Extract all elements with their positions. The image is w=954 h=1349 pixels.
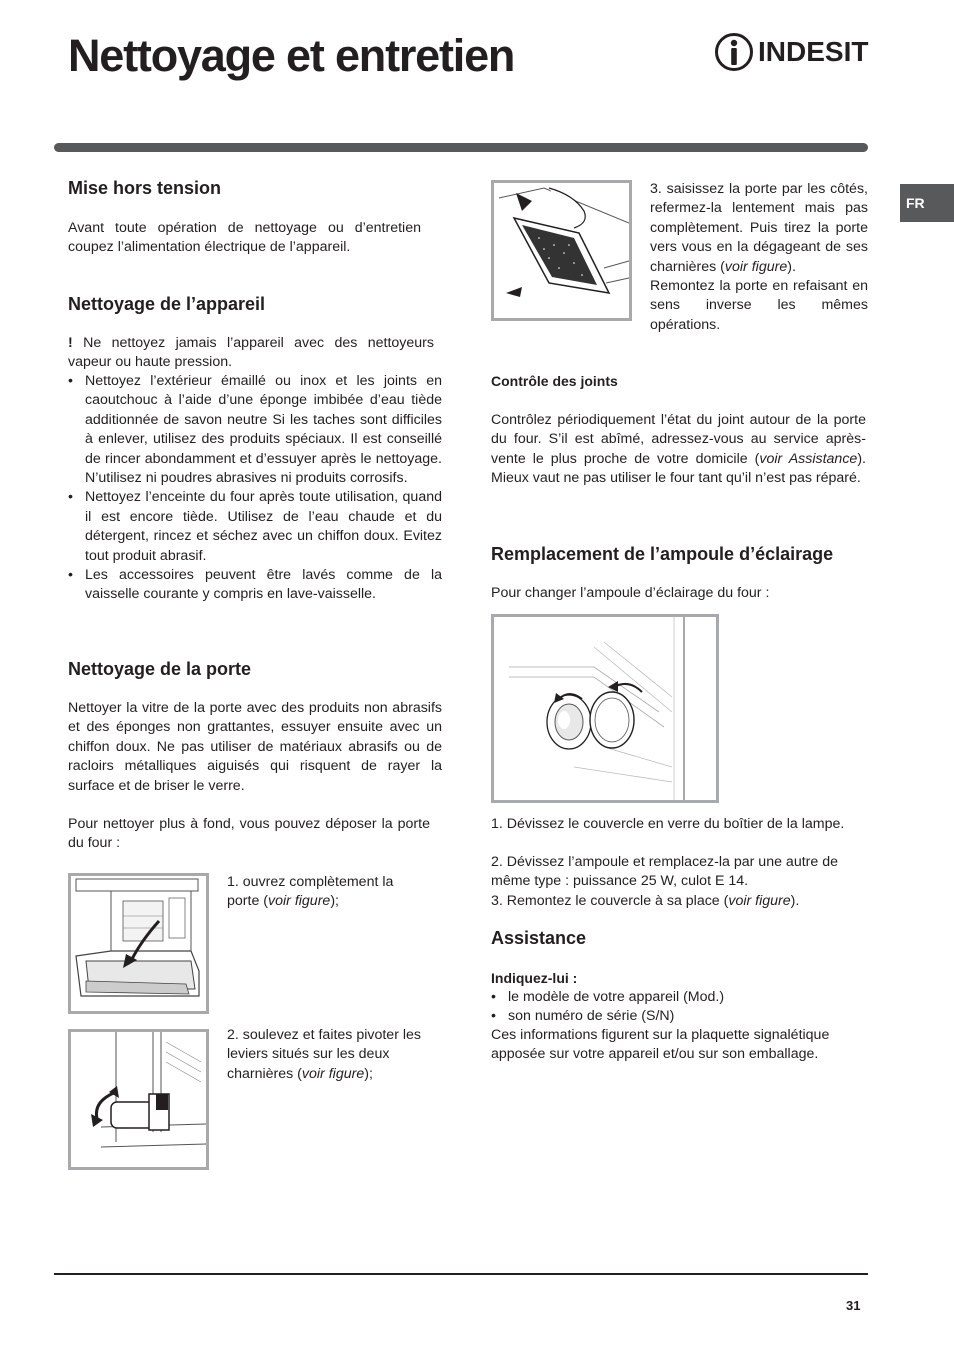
mise-hors-tension-text: Avant toute opération de nettoyage ou d’entretien coupez l’alimentation électrique de l’appareil. [68, 220, 421, 256]
list-item: • le modèle de votre appareil (Mod.) [491, 989, 725, 1005]
heading-assistance: Assistance [491, 928, 587, 948]
assistance-text: Ces informations figurent sur la plaquette signalétique apposée sur votre appareil et/ou sur son emballage. [491, 1027, 830, 1063]
brand-name: INDESIT [758, 36, 869, 67]
warning-mark: ! [68, 335, 73, 351]
figure-hinge-lever [68, 1029, 209, 1170]
brand-emblem-icon [714, 32, 754, 72]
heading-nettoyage-appareil: Nettoyage de l’appareil [68, 294, 266, 314]
page-number: 31 [846, 1298, 861, 1313]
heading-controle-joints: Contrôle des joints [491, 373, 618, 389]
figure-remove-door [491, 180, 632, 321]
door-removal-illustration [494, 183, 629, 318]
porte-text: Nettoyer la vitre de la porte avec des produits non abrasifs et des éponges non grattantes, essuyer ensuite avec un chiffon doux. Ne pas utiliser de matériaux abrasifs ou de racloirs métalliques aiguisés qui risquent de rayer la surface et de briser le verre. [68, 700, 442, 794]
ampoule-step-1: 1. Dévissez le couvercle en verre du boîtier de la lampe. [491, 816, 845, 832]
list-item: • Nettoyez l’enceinte du four après toute utilisation, quand il est encore tiède. Utilisez de l’eau chaude et du détergent, rincez et séchez avec un chiffon doux. Evitez tout produit abrasif. [68, 489, 442, 564]
porte-text-2: Pour nettoyer plus à fond, vous pouvez déposer la porte du four : [68, 816, 430, 852]
controle-text: Contrôlez périodiquement l’état du joint autour de la porte du four. S’il est abîmé, adressez-vous au service après-vente le plus proche de votre domicile (voir Assistance). Mieux vaut ne pas utiliser le four tant qu’il n’est pas réparé. [491, 412, 866, 487]
appareil-bullet-list [68, 372, 442, 605]
figure-open-door [68, 873, 209, 1014]
step-2-text: 2. soulevez et faites pivoter les leviers situés sur les deux charnières (voir figure); [227, 1027, 421, 1082]
footer-divider [54, 1273, 868, 1275]
indesit-logo [714, 32, 870, 72]
assistance-subheading: Indiquez-lui : [491, 970, 578, 986]
list-item: • son numéro de série (S/N) [491, 1008, 675, 1025]
ampoule-step-3: 3. Remontez le couvercle à sa place (voir figure). [491, 893, 800, 909]
oven-lamp-illustration [494, 617, 716, 800]
warning-text: Ne nettoyez jamais l’appareil avec des nettoyeurs vapeur ou haute pression. [68, 335, 434, 371]
heading-remplacement-ampoule: Remplacement de l’ampoule d’éclairage [491, 544, 834, 564]
assistance-bullet-list [491, 988, 866, 1027]
ampoule-intro: Pour changer l’ampoule d’éclairage du four : [491, 585, 770, 601]
ampoule-step-2: 2. Dévissez l’ampoule et remplacez-la par une autre de même type : puissance 25 W, culot E 14. [491, 854, 838, 890]
header-divider [54, 143, 868, 152]
language-tab: FR [900, 184, 954, 222]
list-item: • Les accessoires peuvent être lavés comme de la vaisselle courante y compris en lave-vaisselle. [68, 567, 442, 603]
hinge-lever-illustration [71, 1032, 206, 1167]
figure-lamp [491, 614, 719, 803]
step-1-text: 1. ouvrez complètement la porte (voir figure); [227, 874, 394, 910]
heading-nettoyage-porte: Nettoyage de la porte [68, 659, 252, 679]
page-title: Nettoyage et entretien [68, 30, 515, 81]
warning-paragraph [68, 334, 434, 373]
step-3-text: 3. saisissez la porte par les côtés, refermez-la lentement mais pas complètement. Puis tirez la porte vers vous en la dégageant de ses charnières (voir figure). Remontez la porte en refaisant en sens inverse les mêmes opérations. [650, 181, 868, 333]
oven-open-door-illustration [71, 876, 206, 1011]
list-item: • Nettoyez l’extérieur émaillé ou inox et les joints en caoutchouc à l’aide d’une éponge imbibée d’eau tiède additionnée de savon neutre Si les taches sont difficiles à enlever, utilisez des produits spéciaux. Il est conseillé de rincer abondamment et d’essuyer après le nettoyage. N’utilisez ni poudres abrasives ni produits corrosifs. [68, 373, 442, 487]
heading-mise-hors-tension: Mise hors tension [68, 178, 222, 198]
